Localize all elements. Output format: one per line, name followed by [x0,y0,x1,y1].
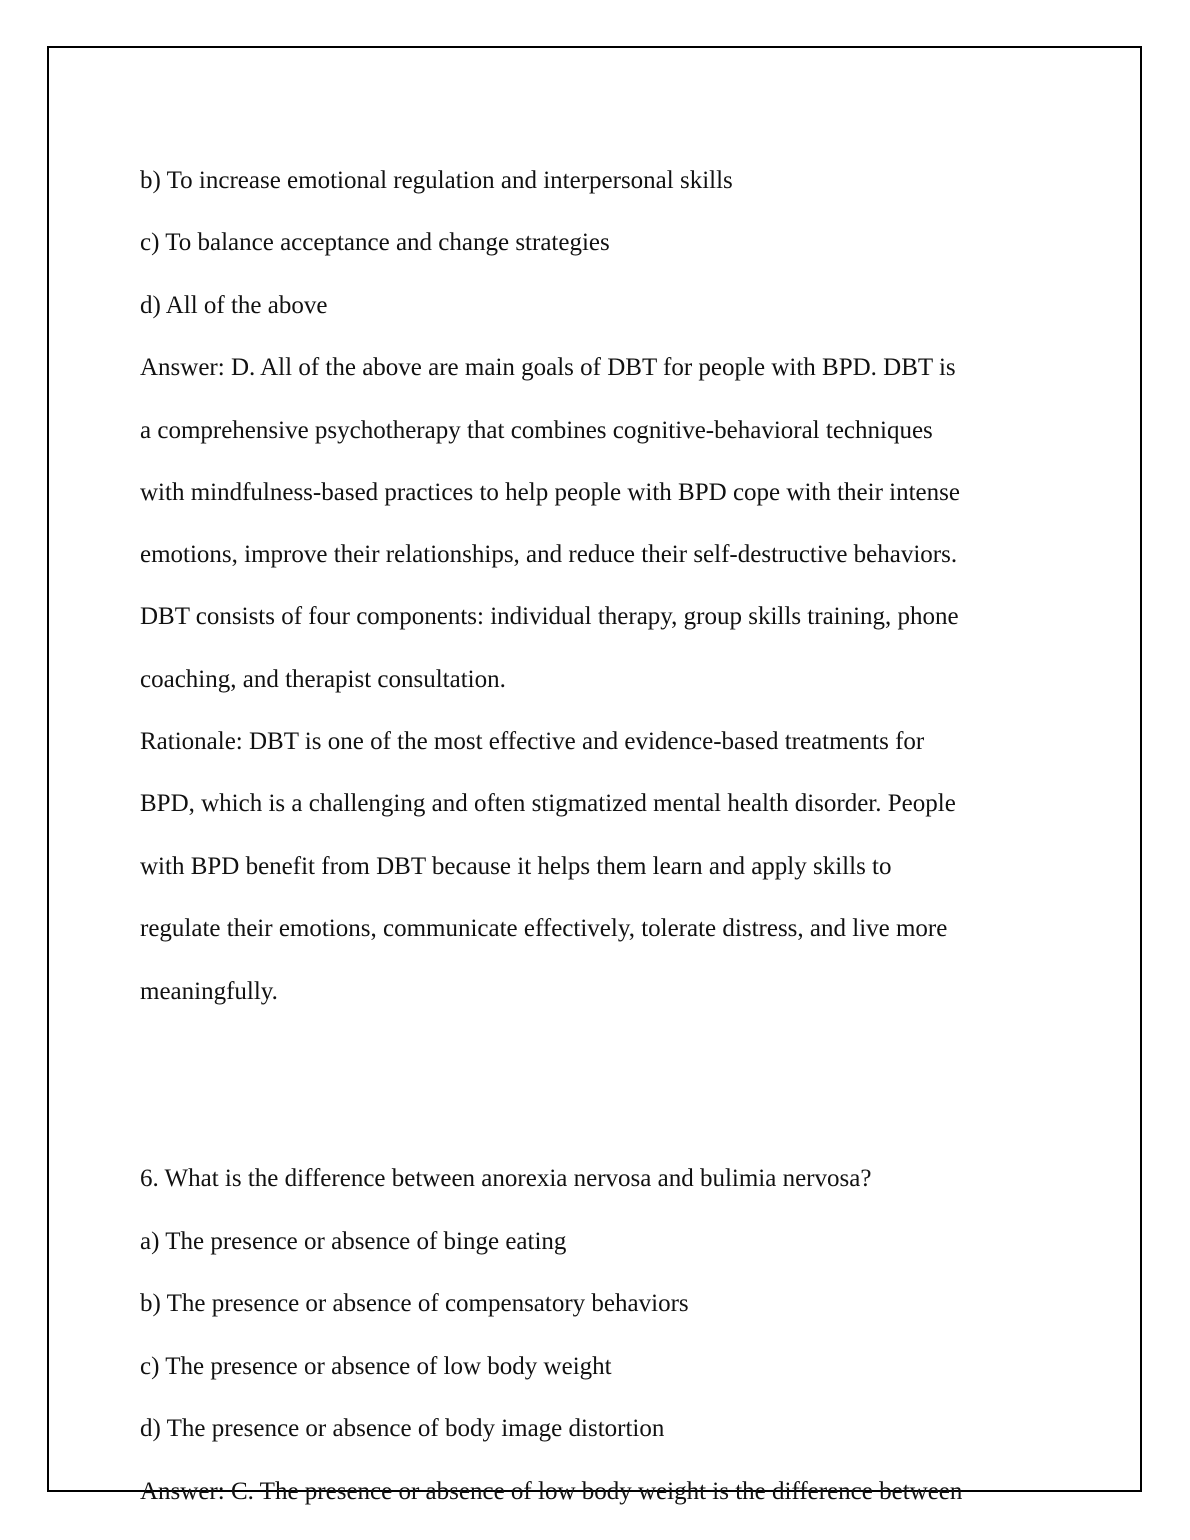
option-b-line: b) To increase emotional regulation and interpersonal skills [140,167,733,194]
question-6-option-a: a) The presence or absence of binge eating [140,1228,567,1255]
answer-line-5: DBT consists of four components: individual therapy, group skills training, phone [140,603,959,630]
answer-line-3: with mindfulness-based practices to help people with BPD cope with their intense [140,479,960,506]
rationale-line-4: regulate their emotions, communicate effectively, tolerate distress, and live more [140,915,948,942]
answer-line-2: a comprehensive psychotherapy that combines cognitive-behavioral techniques [140,417,933,444]
rationale-line-2: BPD, which is a challenging and often stigmatized mental health disorder. People [140,790,956,817]
answer-line-6: coaching, and therapist consultation. [140,666,506,693]
question-6-option-d: d) The presence or absence of body image distortion [140,1415,665,1442]
rationale-line-1: Rationale: DBT is one of the most effective and evidence-based treatments for [140,728,925,755]
option-c-line: c) To balance acceptance and change strategies [140,229,610,256]
rationale-line-3: with BPD benefit from DBT because it helps them learn and apply skills to [140,853,892,880]
question-6-answer-line: Answer: C. The presence or absence of low body weight is the difference between [140,1478,963,1505]
question-6-option-c: c) The presence or absence of low body weight [140,1353,612,1380]
option-d-line: d) All of the above [140,292,328,319]
page-border [47,46,1142,1492]
rationale-line-5: meaningfully. [140,978,278,1005]
question-6-line: 6. What is the difference between anorexia nervosa and bulimia nervosa? [140,1165,872,1192]
question-6-option-b: b) The presence or absence of compensatory behaviors [140,1290,689,1317]
answer-line-4: emotions, improve their relationships, and reduce their self-destructive behaviors. [140,541,958,568]
answer-line-1: Answer: D. All of the above are main goals of DBT for people with BPD. DBT is [140,354,956,381]
